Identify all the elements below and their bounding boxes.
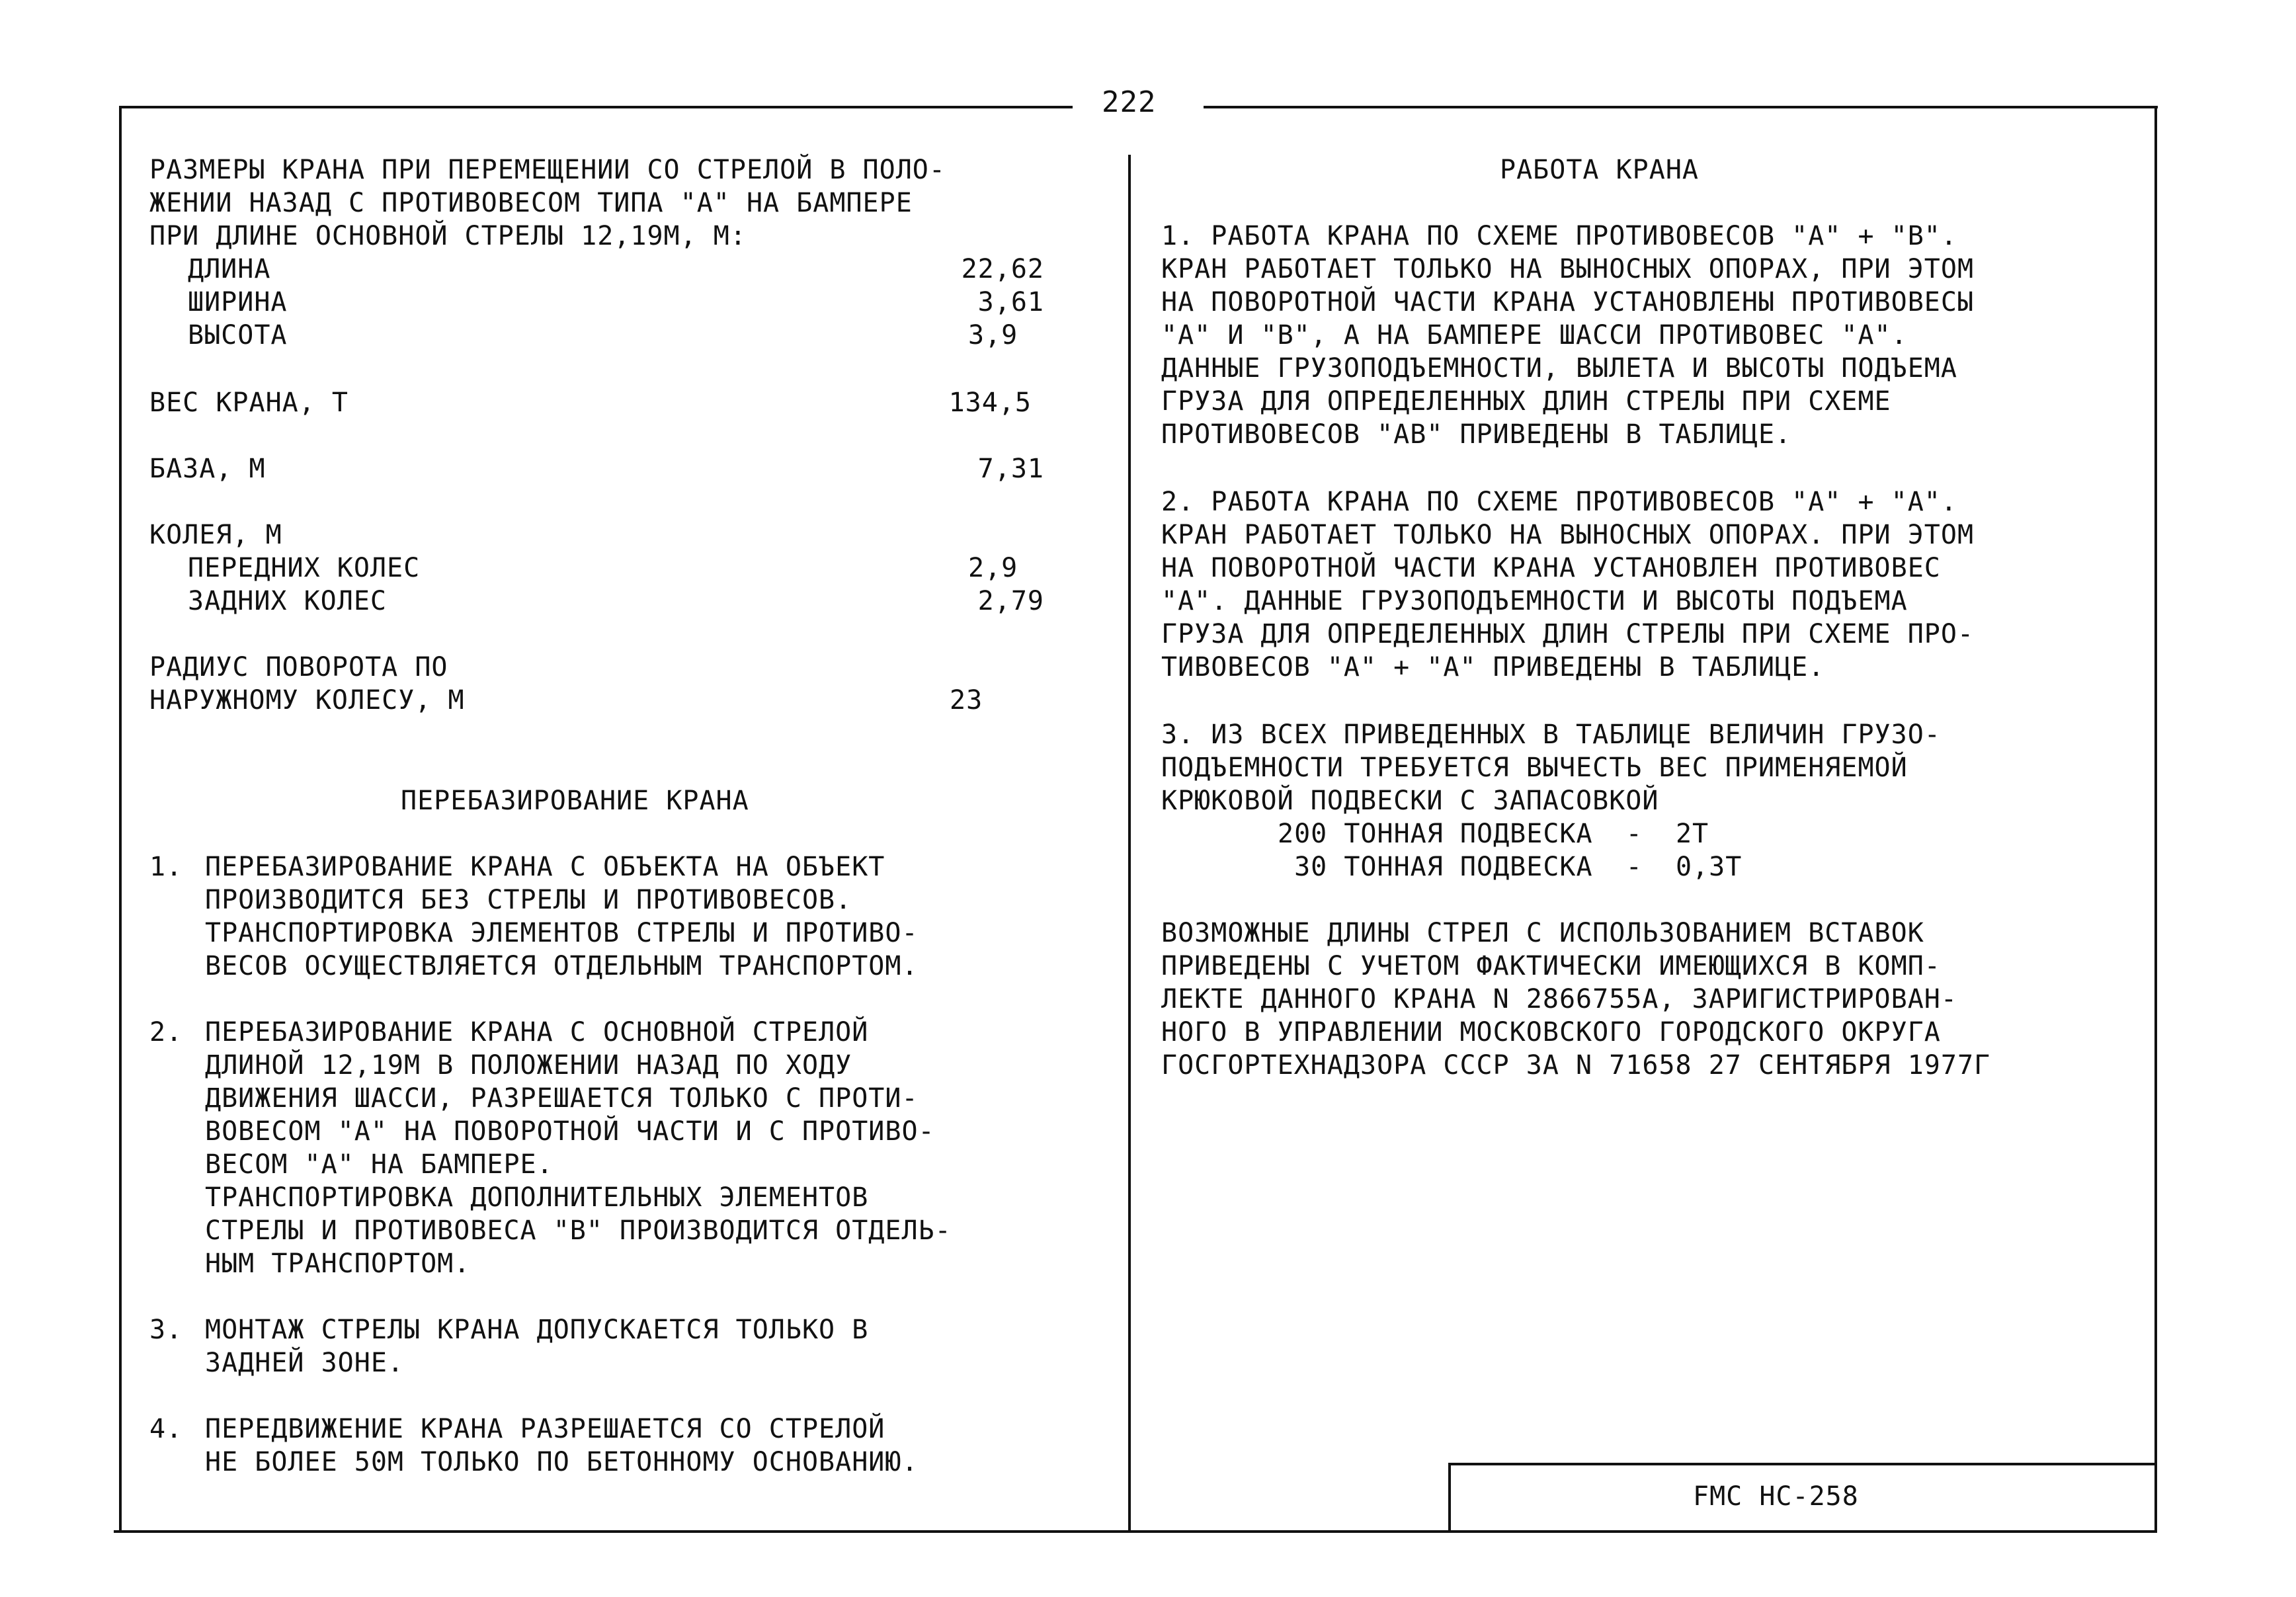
track-rear-label: ЗАДНИХ КОЛЕС <box>188 586 387 616</box>
stamp-code: FMC HC-258 <box>1693 1481 1859 1512</box>
operation-para-1: 1. РАБОТА КРАНА ПО СХЕМЕ ПРОТИВОВЕСОВ "А" + "В". КРАН РАБОТАЕТ ТОЛЬКО НА ВЫНОСНЫХ ОПОРАХ, ПРИ ЭТОМ НА ПОВОРОТНОЙ ЧАСТИ КРАНА УСТАНОВЛЕНЫ ПРОТИВОВЕСЫ "А" И "В", А НА БАМПЕРЕ ШАССИ ПРОТИВОВЕС "А". ДАННЫЕ ГРУЗОПОДЪЕМНОСТИ, ВЫЛЕТА И ВЫСОТЫ ПОДЪЕМА ГРУЗА ДЛЯ ОПРЕДЕЛЕННЫХ ДЛИН СТРЕЛЫ ПРИ СХЕМЕ ПРОТИВОВЕСОВ "АВ" ПРИВЕДЕНЫ В ТАБЛИЦЕ. <box>1161 221 1975 450</box>
frame-right <box>2154 106 2157 1533</box>
radius-value: 23 <box>950 685 983 716</box>
weight-value: 134,5 <box>948 388 1032 418</box>
dim-width-value: 3,61 <box>977 287 1044 317</box>
relocation-title: ПЕРЕБАЗИРОВАНИЕ КРАНА <box>401 786 749 816</box>
page-number: 222 <box>1102 85 1157 119</box>
dims-intro: РАЗМЕРЫ КРАНА ПРИ ПЕРЕМЕЩЕНИИ СО СТРЕЛОЙ В ПОЛО- ЖЕНИИ НАЗАД С ПРОТИВОВЕСОМ ТИПА "А" НА БАМПЕРЕ ПРИ ДЛИНЕ ОСНОВНОЙ СТРЕЛЫ 12,19М, М: <box>149 155 946 251</box>
weight-label: ВЕС КРАНА, Т <box>149 388 348 418</box>
frame-top-right <box>1204 106 2158 108</box>
frame-left <box>119 106 122 1533</box>
radius-line1: РАДИУС ПОВОРОТА ПО <box>149 652 448 682</box>
dim-length-value: 22,62 <box>961 254 1044 284</box>
dim-height-value: 3,9 <box>968 320 1018 350</box>
dim-width-label: ШИРИНА <box>188 287 288 317</box>
dim-height-label: ВЫСОТА <box>188 320 288 350</box>
base-value: 7,31 <box>977 454 1044 484</box>
base-label: БАЗА, М <box>149 454 266 484</box>
frame-top-left <box>120 106 1073 108</box>
track-front-label: ПЕРЕДНИХ КОЛЕС <box>188 553 421 583</box>
operation-para-3: 3. ИЗ ВСЕХ ПРИВЕДЕННЫХ В ТАБЛИЦЕ ВЕЛИЧИН ГРУЗО- ПОДЪЕМНОСТИ ТРЕБУЕТСЯ ВЫЧЕСТЬ ВЕС ПРИМЕНЯЕМОЙ КРЮКОВОЙ ПОДВЕСКИ С ЗАПАСОВКОЙ <box>1161 719 1941 816</box>
operation-para-2: 2. РАБОТА КРАНА ПО СХЕМЕ ПРОТИВОВЕСОВ "А" + "А". КРАН РАБОТАЕТ ТОЛЬКО НА ВЫНОСНЫХ ОПОРАХ. ПРИ ЭТОМ НА ПОВОРОТНОЙ ЧАСТИ КРАНА УСТАНОВЛЕН ПРОТИВОВЕС "А". ДАННЫЕ ГРУЗОПОДЪЕМНОСТИ И ВЫСОТЫ ПОДЪЕМА ГРУЗА ДЛЯ ОПРЕДЕЛЕННЫХ ДЛИН СТРЕЛЫ ПРИ СХЕМЕ ПРО- ТИВОВЕСОВ "А" + "А" ПРИВЕДЕНЫ В ТАБЛИЦЕ. <box>1161 487 1975 682</box>
track-rear-value: 2,79 <box>977 586 1044 616</box>
hook-weights: 200 ТОННАЯ ПОДВЕСКА - 2Т 30 ТОННАЯ ПОДВЕСКА - 0,3Т <box>1278 819 1742 882</box>
dim-length-label: ДЛИНА <box>188 254 271 284</box>
stamp-divider <box>1448 1463 1451 1533</box>
track-front-value: 2,9 <box>968 553 1018 583</box>
track-label: КОЛЕЯ, М <box>149 520 282 550</box>
operation-title: РАБОТА КРАНА <box>1500 155 1699 185</box>
column-divider <box>1128 155 1131 1530</box>
operation-para-4: ВОЗМОЖНЫЕ ДЛИНЫ СТРЕЛ С ИСПОЛЬЗОВАНИЕМ ВСТАВОК ПРИВЕДЕНЫ С УЧЕТОМ ФАКТИЧЕСКИ ИМЕЮЩИХСЯ В КОМП- ЛЕКТЕ ДАННОГО КРАНА N 2866755А, ЗАРИГИСТРИРОВАН- НОГО В УПРАВЛЕНИИ МОСКОВСКОГО ГОРОДСКОГО ОКРУГА ГОСГОРТЕХНАДЗОРА СССР ЗА N 71658 27 СЕНТЯБРЯ 1977Г <box>1161 918 1991 1081</box>
radius-line2: НАРУЖНОМУ КОЛЕСУ, М <box>149 685 465 716</box>
